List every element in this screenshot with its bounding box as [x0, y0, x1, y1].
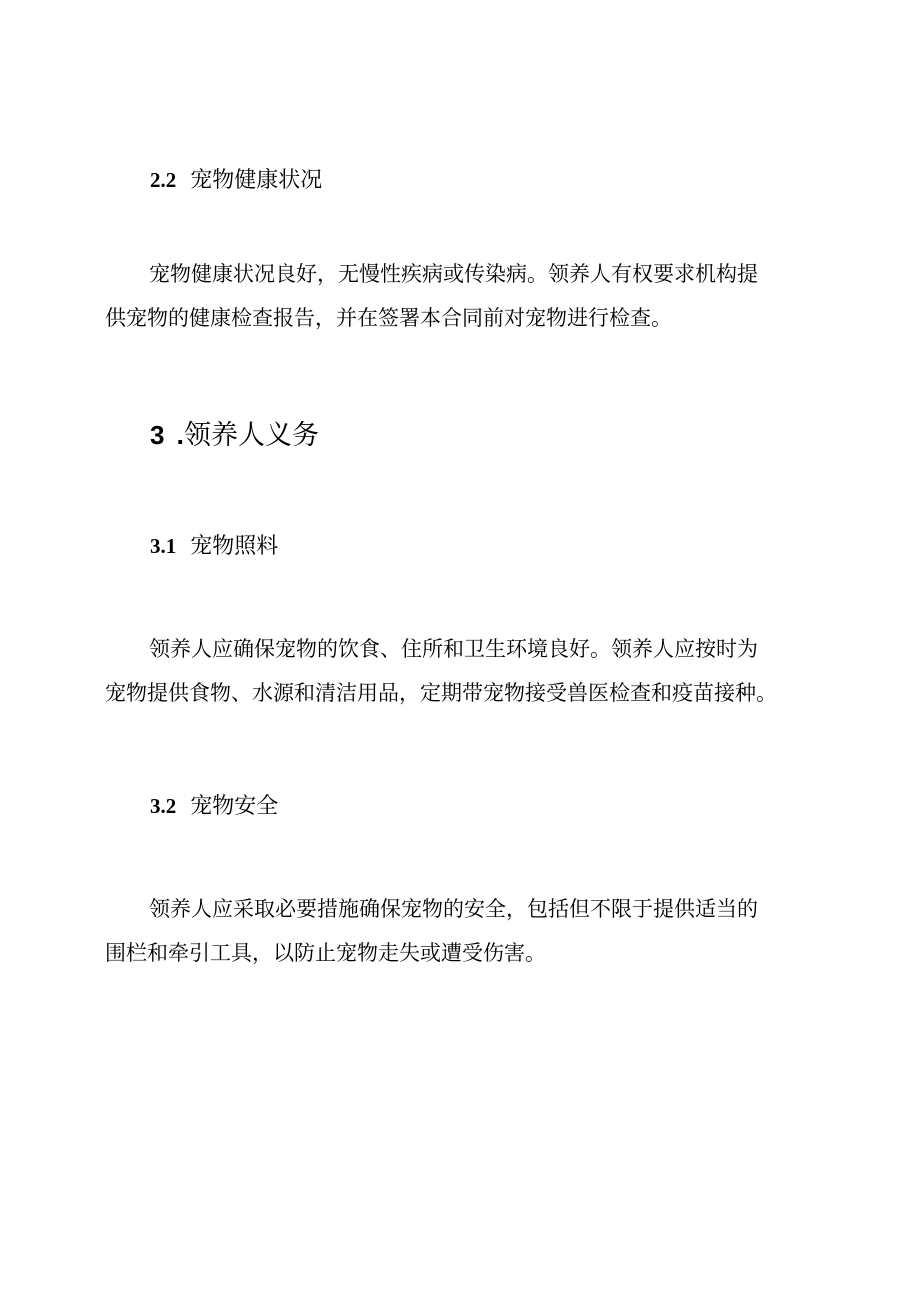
- paragraph-pet-safety: [105, 887, 823, 975]
- section-heading-2-2: [150, 166, 322, 195]
- section-title: 宠物照料: [190, 534, 279, 559]
- chapter-heading-3: [150, 418, 319, 453]
- section-title: 宠物健康状况: [190, 168, 323, 193]
- chapter-title: 领养人义务: [183, 420, 319, 451]
- paragraph-line: 供宠物的健康检查报告，并在签署本合同前对宠物进行检查。: [105, 306, 672, 330]
- paragraph-line: 宠物提供食物、水源和清洁用品，定期带宠物接受兽医检查和疫苗接种。: [105, 681, 777, 705]
- section-number: 2.2: [150, 168, 177, 192]
- paragraph-pet-care: [105, 627, 823, 715]
- section-title: 宠物安全: [190, 794, 279, 819]
- paragraph-pet-health: [105, 252, 823, 340]
- chapter-separator: .: [176, 420, 184, 450]
- paragraph-line: 围栏和牵引工具，以防止宠物走失或遭受伤害。: [105, 941, 546, 965]
- paragraph-line: 领养人应确保宠物的饮食、住所和卫生环境良好。领养人应按时为: [149, 637, 758, 661]
- section-heading-3-1: [150, 532, 278, 561]
- section-number: 3.2: [150, 794, 177, 818]
- section-heading-3-2: [150, 792, 278, 821]
- section-number: 3.1: [150, 534, 177, 558]
- paragraph-line: 宠物健康状况良好，无慢性疾病或传染病。领养人有权要求机构提: [149, 262, 758, 286]
- chapter-number: 3: [150, 420, 165, 450]
- paragraph-line: 领养人应采取必要措施确保宠物的安全，包括但不限于提供适当的: [149, 897, 758, 921]
